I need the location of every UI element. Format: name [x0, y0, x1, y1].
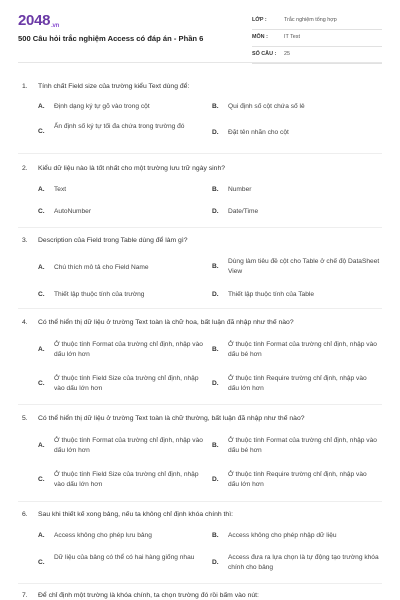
question-stem: [22, 236, 377, 246]
option-c[interactable]: [38, 553, 198, 566]
logo-suffix: .vn: [51, 23, 59, 29]
option-text: Thiết lập thuộc tính của Table: [228, 291, 315, 298]
option-text: Ở thuộc tính Field Size của trường chỉ định, nhập vào dấu lớn hơn: [54, 375, 199, 392]
option-text: Ấn định số ký tự tối đa chứa trong trường đó: [54, 123, 185, 130]
option-letter: D.: [212, 476, 219, 483]
option-c[interactable]: [38, 207, 206, 217]
option-d[interactable]: [212, 290, 380, 300]
question-text: Kiểu dữ liệu nào là tốt nhất cho một trường lưu trữ ngày sinh?: [38, 165, 226, 172]
option-letter: C.: [38, 476, 45, 483]
option-d[interactable]: [212, 128, 380, 138]
question-stem: [22, 164, 377, 174]
option-text: Dùng làm tiêu đề cột cho Table ở chế độ DataSheet View: [228, 258, 380, 275]
option-text: Đặt tên nhãn cho cột: [228, 129, 289, 136]
option-letter: B.: [212, 186, 219, 193]
option-letter: C.: [38, 559, 45, 566]
option-letter: A.: [38, 442, 45, 449]
option-b[interactable]: [212, 436, 377, 456]
option-letter: A.: [38, 346, 45, 353]
question-stem: [22, 510, 377, 520]
question-number: 1.: [22, 83, 28, 90]
question-text: Description của Field trong Table dùng để làm gì?: [38, 237, 188, 244]
question-number: 2.: [22, 165, 28, 172]
question-number: 6.: [22, 511, 28, 518]
option-letter: C.: [38, 380, 45, 387]
option-b[interactable]: [212, 257, 384, 277]
option-letter: D.: [212, 129, 219, 136]
meta-row-class: [252, 15, 382, 30]
meta-label: MÔN :: [252, 34, 268, 40]
question-stem: [22, 414, 377, 424]
option-text: Access không cho phép lưu bảng: [54, 532, 152, 539]
option-letter: B.: [212, 103, 219, 110]
meta-value: Trắc nghiệm tổng hợp: [284, 17, 337, 23]
document-header: [0, 0, 400, 62]
option-c[interactable]: [38, 374, 203, 394]
option-d[interactable]: [212, 470, 377, 490]
option-d[interactable]: [212, 374, 377, 394]
question-number: 5.: [22, 415, 28, 422]
question-text: Có thể hiển thị dữ liệu ở trường Text toàn là chữ thường, bất luận đã nhập như thế nào?: [38, 415, 305, 422]
option-letter: C.: [38, 208, 45, 215]
option-letter: D.: [212, 559, 219, 566]
option-d[interactable]: [212, 553, 382, 573]
option-letter: B.: [212, 263, 219, 270]
question-divider: [18, 404, 382, 405]
question-number: 3.: [22, 237, 28, 244]
option-c[interactable]: [38, 470, 203, 490]
option-text: Text: [54, 186, 67, 193]
option-text: Number: [228, 186, 252, 193]
meta-label: SỐ CÂU :: [252, 51, 277, 57]
option-letter: A.: [38, 103, 45, 110]
option-text: Chú thích mô tả cho Field Name: [54, 264, 149, 271]
option-text: Access không cho phép nhập dữ liệu: [228, 532, 337, 539]
option-letter: B.: [212, 532, 219, 539]
option-letter: A.: [38, 264, 45, 271]
question-divider: [18, 153, 382, 154]
logo-text: 2048: [18, 12, 51, 29]
document-title: 500 Câu hỏi trắc nghiệm Access có đáp án - Phần 6: [18, 34, 204, 43]
option-letter: D.: [212, 380, 219, 387]
option-a[interactable]: [38, 185, 206, 195]
option-c[interactable]: [38, 122, 198, 135]
question-stem: [22, 318, 377, 328]
option-text: Ở thuộc tính Format của trường chỉ định, nhập vào dấu bé hơn: [228, 437, 377, 454]
option-text: Access đưa ra lựa chọn là tự động tạo trường khóa chính cho bảng: [228, 554, 379, 571]
option-text: Ở thuộc tính Field Size của trường chỉ định, nhập vào dấu lớn hơn: [54, 471, 199, 488]
option-text: Ở thuộc tính Format của trường chỉ định, nhập vào dấu lớn hơn: [54, 341, 203, 358]
option-letter: A.: [38, 532, 45, 539]
question-stem: [22, 591, 377, 600]
question-divider: [18, 227, 382, 228]
question-number: 4.: [22, 319, 28, 326]
question-number: 7.: [22, 592, 28, 599]
option-a[interactable]: [38, 531, 206, 541]
meta-value: IT Test: [284, 34, 300, 40]
question-text: Sau khi thiết kế xong bảng, nếu ta không chỉ định khóa chính thì:: [38, 511, 233, 518]
header-divider: [18, 62, 382, 63]
option-a[interactable]: [38, 102, 206, 112]
option-text: Ở thuộc tính Require trường chỉ định, nhập vào dấu lớn hơn: [228, 375, 367, 392]
question-text: Có thể hiển thị dữ liệu ở trường Text toàn là chữ hoa, bất luận đã nhập như thế nào?: [38, 319, 294, 326]
question-stem: [22, 82, 377, 92]
question-divider: [18, 308, 382, 309]
option-text: Thiết lập thuộc tính của trường: [54, 291, 145, 298]
option-letter: B.: [212, 442, 219, 449]
option-text: AutoNumber: [54, 208, 92, 215]
option-letter: C.: [38, 128, 45, 135]
option-text: Date/Time: [228, 208, 259, 215]
question-text: Tính chất Field size của trường kiểu Text dùng để:: [38, 83, 190, 90]
option-letter: D.: [212, 291, 219, 298]
meta-row-subject: [252, 32, 382, 47]
site-logo[interactable]: [18, 12, 59, 29]
option-b[interactable]: [212, 340, 377, 360]
option-b[interactable]: [212, 185, 380, 195]
option-b[interactable]: [212, 531, 380, 541]
document-meta: [252, 15, 382, 66]
option-text: Ở thuộc tính Format của trường chỉ định, nhập vào dấu lớn hơn: [54, 437, 203, 454]
meta-value: 25: [284, 51, 290, 57]
option-text: Định dạng ký tự gõ vào trong cột: [54, 103, 150, 110]
option-letter: D.: [212, 208, 219, 215]
meta-label: LỚP :: [252, 17, 267, 23]
option-b[interactable]: [212, 102, 380, 112]
option-text: Ở thuộc tính Format của trường chỉ định, nhập vào dấu bé hơn: [228, 341, 377, 358]
option-a[interactable]: [38, 436, 203, 456]
option-letter: A.: [38, 186, 45, 193]
option-a[interactable]: [38, 263, 206, 273]
question-text: Để chỉ định một trường là khóa chính, ta chọn trường đó rồi bấm vào nút:: [38, 592, 259, 599]
option-text: Qui định số cột chứa số lẻ: [228, 103, 305, 110]
question-divider: [18, 583, 382, 584]
option-letter: C.: [38, 291, 45, 298]
option-letter: B.: [212, 346, 219, 353]
option-a[interactable]: [38, 340, 203, 360]
option-text: Ở thuộc tính Require trường chỉ định, nhập vào dấu lớn hơn: [228, 471, 367, 488]
option-d[interactable]: [212, 207, 380, 217]
option-c[interactable]: [38, 290, 206, 300]
question-divider: [18, 501, 382, 502]
option-text: Dữ liệu của bảng có thể có hai hàng giống nhau: [54, 554, 195, 561]
